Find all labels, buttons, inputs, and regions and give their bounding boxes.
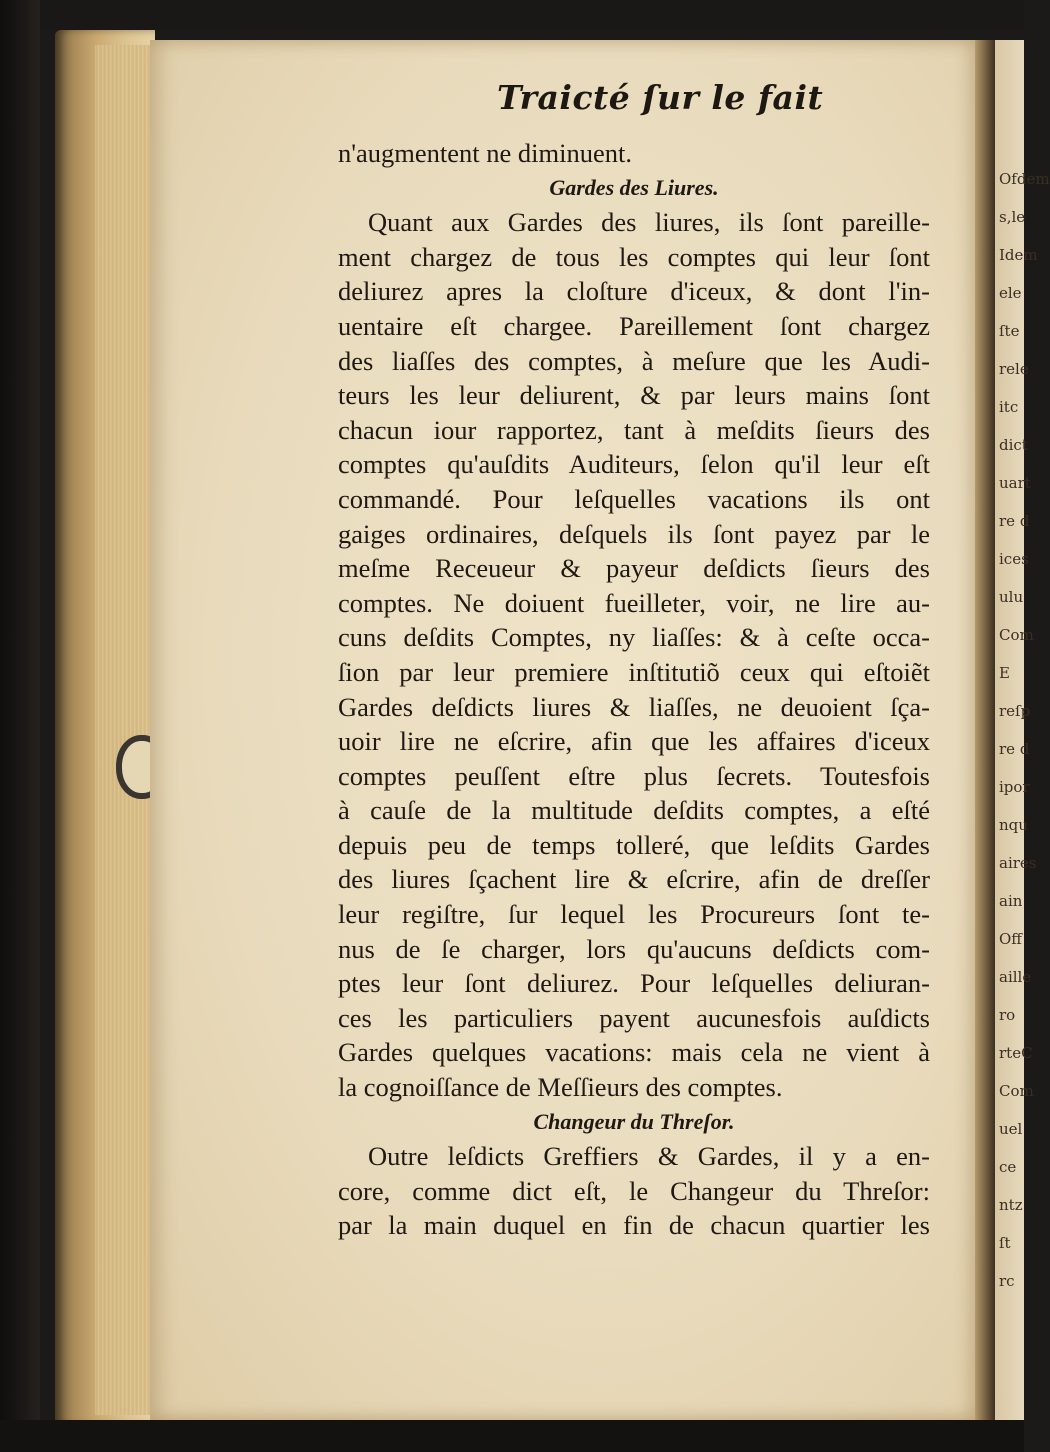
text-line: ptes leur ſont deliurez. Pour leſquelles deliuran-: [338, 968, 930, 999]
facing-page-fragment: s,le: [999, 208, 1026, 226]
text-line: des liaſſes des comptes, à meſure que les Audi-: [338, 345, 930, 376]
text-line: deliurez apres la cloſture d'iceux, & dont l'in-: [338, 276, 930, 307]
facing-page-fragment: rteC: [999, 1044, 1033, 1062]
facing-page-fragment: ain: [999, 892, 1023, 910]
facing-page-fragment: ulu: [999, 588, 1024, 606]
text-line: Gardes quelques vacations: mais cela ne vient à: [338, 1037, 930, 1068]
text-line: gaiges ordinaires, deſquels ils ſont payez par le: [338, 518, 930, 549]
facing-page-fragment: Com: [999, 1082, 1034, 1100]
text-line: la cognoiſſance de Meſſieurs des comptes.: [338, 1072, 783, 1103]
facing-page: [995, 40, 1050, 1420]
facing-page-fragment: itc: [999, 398, 1019, 416]
text-line: ſion par leur premiere inſtitutiõ ceux qui eſtoiẽt: [338, 656, 930, 687]
section-heading: Changeur du Threſor.: [533, 1108, 735, 1134]
text-line: teurs les leur deliurent, & par leurs mains ſont: [338, 380, 930, 411]
facing-page-fragment: ntz: [999, 1196, 1023, 1214]
background-top: [0, 0, 1024, 30]
text-line: nus de ſe charger, lors qu'aucuns deſdicts com-: [338, 933, 930, 964]
text-line: commandé. Pour leſquelles vacations ils ont: [338, 483, 930, 514]
facing-page-fragment: ſt: [999, 1234, 1011, 1252]
facing-page-fragment: dict: [999, 436, 1028, 454]
text-line: comptes peuſſent eſtre plus ſecrets. Toutesfois: [338, 760, 930, 791]
text-line: Outre leſdicts Greffiers & Gardes, il y a en-: [368, 1141, 930, 1172]
text-line: Gardes deſdicts liures & liaſſes, ne deuoient ſça-: [338, 691, 930, 722]
section-heading: Gardes des Liures.: [549, 174, 719, 200]
text-line: des liures ſçachent lire & eſcrire, afin de dreſſer: [338, 864, 930, 895]
text-line: n'augmentent ne diminuent.: [338, 138, 632, 168]
text-line: leur regiſtre, ſur lequel les Procureurs ſont te-: [338, 899, 930, 930]
facing-page-fragment: Off: [999, 930, 1022, 948]
running-head: Traicté ſur le fait: [497, 78, 824, 117]
text-line: comptes. Ne doiuent fueilleter, voir, ne lire au-: [338, 587, 930, 618]
text-line: core, comme dict eſt, le Changeur du Threſor:: [338, 1175, 930, 1206]
facing-page-fragment: re d: [999, 740, 1030, 758]
facing-page-fragment: rele: [999, 360, 1029, 378]
facing-page-fragment: E: [999, 664, 1010, 682]
background-left: [0, 0, 40, 1452]
text-line: par la main duquel en fin de chacun quartier les: [338, 1210, 930, 1241]
facing-page-fragment: nqu: [999, 816, 1028, 834]
facing-page-fragment: ſte: [999, 322, 1020, 340]
text-line: comptes qu'auſdits Auditeurs, ſelon qu'il leur eſt: [338, 449, 930, 480]
facing-page-fragment: ele: [999, 284, 1022, 302]
facing-page-fragment: aille: [999, 968, 1032, 986]
facing-page-fragment: ices: [999, 550, 1029, 568]
facing-page-fragment: re d: [999, 512, 1030, 530]
text-line: meſme Receueur & payeur deſdicts ſieurs des: [338, 553, 930, 584]
text-line: cuns deſdits Comptes, ny liaſſes: & à ceſte occa-: [338, 622, 930, 653]
text-line: ment chargez de tous les comptes qui leur ſont: [338, 241, 930, 272]
text-line: depuis peu de temps tolleré, que leſdits Gardes: [338, 829, 930, 860]
text-line: ces les particuliers payent aucunesfois auſdicts: [338, 1002, 930, 1033]
facing-page-fragment: aires: [999, 854, 1037, 872]
text-line: chacun iour rapportez, tant à meſdits ſieurs des: [338, 414, 930, 445]
book-gutter: [975, 40, 995, 1420]
facing-page-fragment: ro: [999, 1006, 1016, 1024]
text-line: à cauſe de la multitude deſdits comptes, a eſté: [338, 795, 930, 826]
background-bottom: [0, 1420, 1024, 1452]
facing-page-fragment: uart: [999, 474, 1031, 492]
facing-page-fragments: [995, 40, 1050, 1300]
facing-page-fragment: rc: [999, 1272, 1015, 1290]
facing-page-fragment: uel: [999, 1120, 1023, 1138]
text-line: uentaire eſt chargee. Pareillement ſont chargez: [338, 310, 930, 341]
facing-page-fragment: reſp: [999, 702, 1031, 720]
facing-page-fragment: ce: [999, 1158, 1017, 1176]
text-line: Quant aux Gardes des liures, ils ſont pareille-: [368, 207, 930, 238]
facing-page-fragment: Idem: [999, 246, 1038, 264]
page-text-block: [338, 136, 930, 1243]
facing-page-fragment: ipor: [999, 778, 1030, 796]
text-line: uoir lire ne eſcrire, afin que les affaires d'iceux: [338, 726, 930, 757]
facing-page-fragment: Ofdem: [999, 170, 1050, 188]
facing-page-fragment: Com: [999, 626, 1034, 644]
